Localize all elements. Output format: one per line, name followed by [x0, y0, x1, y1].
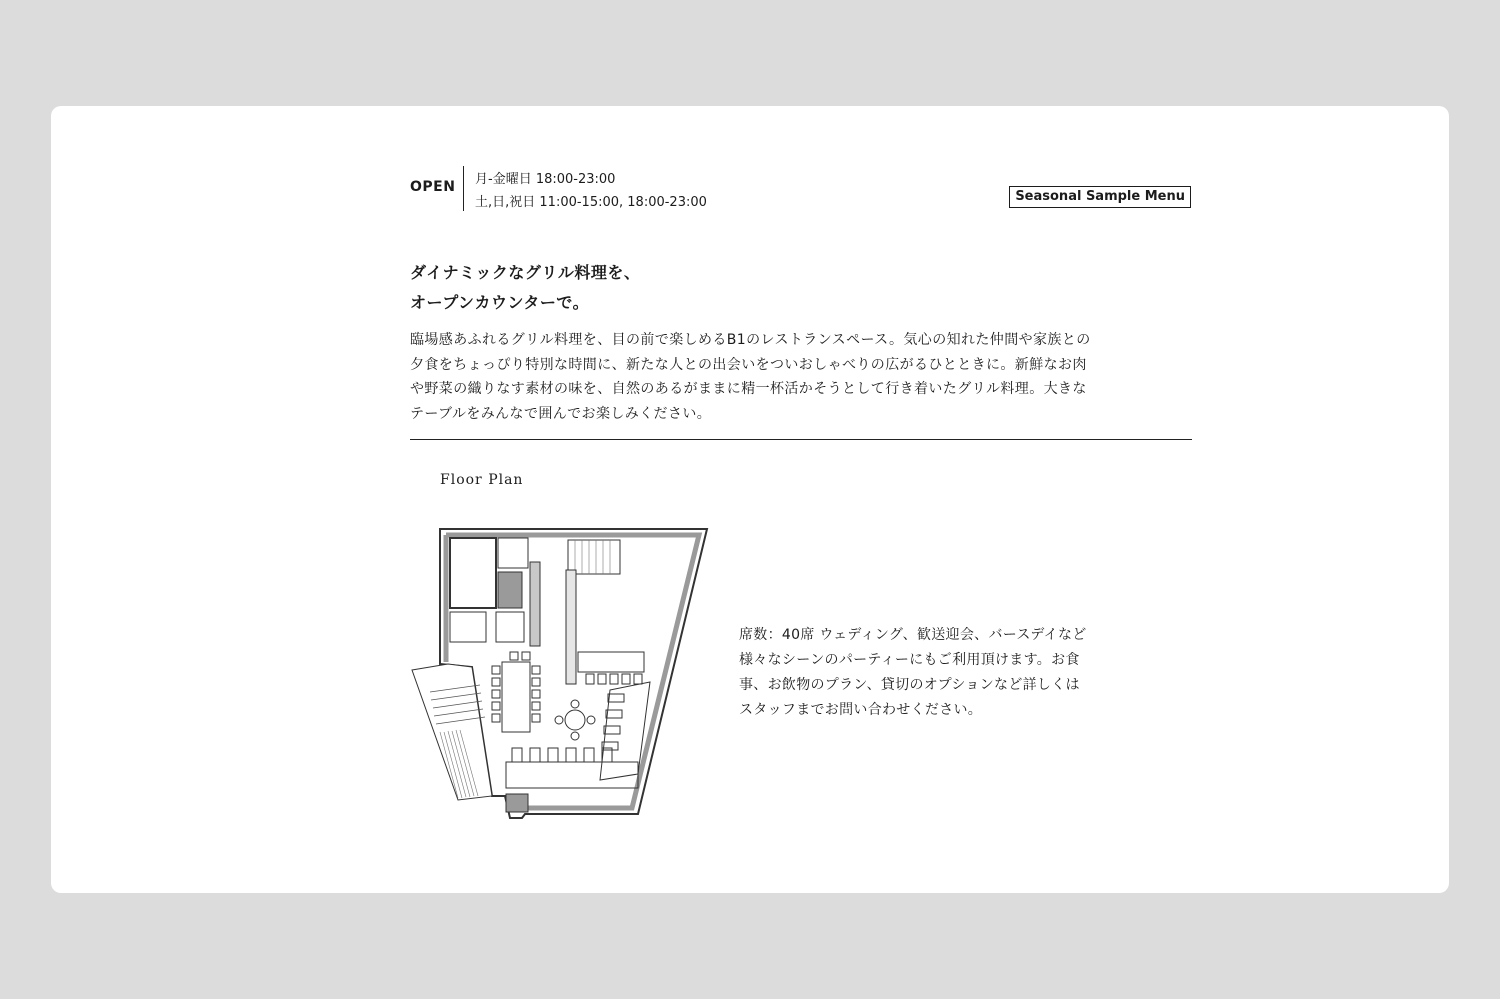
hours-list	[475, 168, 707, 214]
divider	[463, 166, 464, 211]
content-card	[51, 106, 1449, 893]
description-line-1: 臨場感あふれるグリル料理を、目の前で楽しめるB1のレストランスペース。気心の知れた仲間や家族との	[410, 332, 1091, 348]
weekday-hours: 月-金曜日 18:00-23:00	[475, 172, 616, 187]
open-label: OPEN	[410, 179, 456, 195]
floor-info-line-2: 様々なシーンのパーティーにもご利用頂けます。お食	[739, 652, 1080, 668]
floor-info-line-3: 事、お飲物のプラン、貸切のオプションなど詳しくは	[739, 677, 1080, 693]
headline	[410, 258, 1192, 318]
description	[410, 328, 1192, 426]
floor-plan-image	[410, 522, 712, 822]
headline-line-2: オープンカウンターで。	[410, 293, 590, 312]
description-line-4: テーブルをみんなで囲んでお楽しみください。	[410, 405, 712, 422]
headline-line-1: ダイナミックなグリル料理を、	[410, 263, 641, 282]
seasonal-menu-button[interactable]: Seasonal Sample Menu	[1009, 186, 1191, 208]
weekend-hours: 土,日,祝日 11:00-15:00, 18:00-23:00	[475, 195, 707, 210]
floor-info-line-4: スタッフまでお問い合わせください。	[739, 702, 983, 718]
floor-plan-title: Floor Plan	[440, 472, 524, 488]
section-divider	[410, 439, 1192, 440]
floor-info-line-1: 席数：40席 ウェディング、歓送迎会、バースデイなど	[739, 627, 1087, 643]
opening-hours	[410, 164, 1192, 214]
floor-plan-info	[739, 623, 1087, 723]
description-line-2: 夕食をちょっぴり特別な時間に、新たな人との出会いをついおしゃべりの広がるひとときに。新鮮なお肉	[410, 356, 1087, 373]
content-column	[410, 164, 1192, 718]
description-line-3: や野菜の織りなす素材の味を、自然のあるがままに精一杯活かそうとして行き着いたグリル料理。大きな	[410, 381, 1087, 397]
